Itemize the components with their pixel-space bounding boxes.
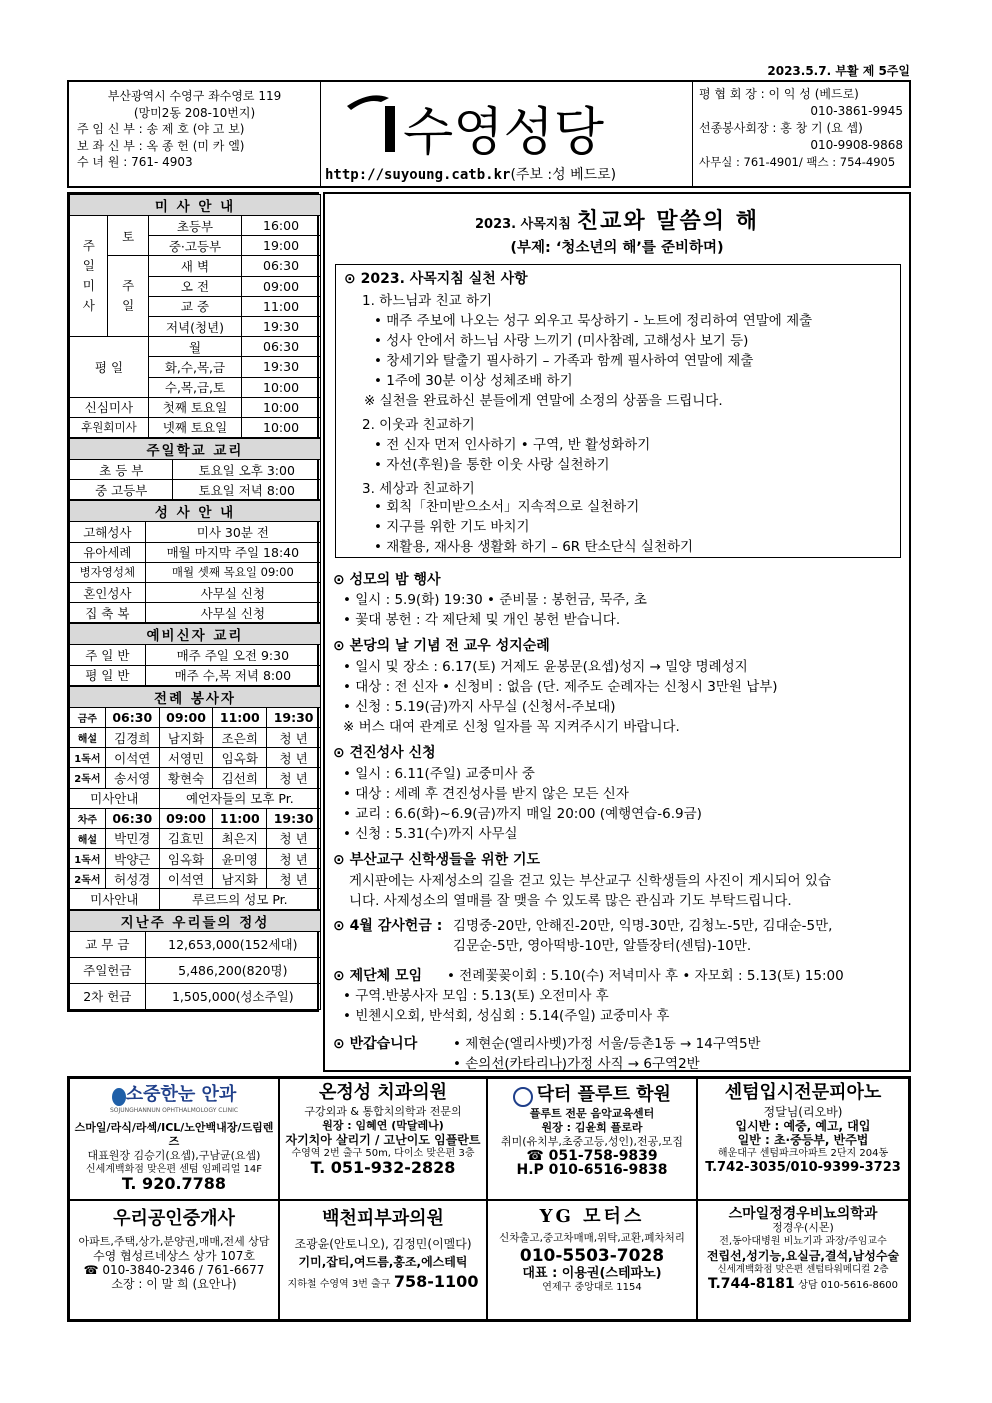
- council-president: 평 협 회 장 : 이 익 성 (베드로): [699, 87, 859, 101]
- ad-line: 수영 협성르네상스 상가 107호: [93, 1249, 255, 1263]
- saturday-label: 토: [108, 216, 148, 256]
- ad-line: 소장 : 이 말 희 (요안나): [111, 1277, 237, 1291]
- ad-real-estate[interactable]: [69, 1200, 279, 1320]
- offering-table: [69, 910, 321, 1010]
- ad-line: 연제구 중앙대로 1154: [542, 1282, 642, 1293]
- class-name: 초 등 부: [70, 460, 173, 480]
- logo-area: [321, 82, 693, 186]
- mass-time: 19:00: [242, 236, 321, 256]
- eye-logo-icon: [112, 1088, 126, 1106]
- ad-phone: 010-5503-7028: [519, 1246, 665, 1266]
- sacrament-name: 유아세례: [70, 542, 146, 562]
- main-title: [325, 204, 909, 235]
- class-time: 매주 주일 오전 9:30: [145, 645, 320, 665]
- bullet: • 자선(후원)을 통한 이웃 사랑 실천하기: [374, 457, 610, 473]
- server-name: 청 년: [267, 828, 321, 848]
- notice-line: • 전례꽃꽂이회 : 5.10(수) 저녁미사 후 • 자모회 : 5.13(토) 15:00: [447, 968, 844, 984]
- left-column: [67, 192, 319, 1012]
- sacrament-title: 성 사 안 내: [70, 501, 321, 522]
- server-time: 11:00: [213, 707, 267, 727]
- server-name: 김선희: [213, 768, 267, 788]
- ad-line: 정달님(리오바): [763, 1105, 843, 1119]
- offering-title: 지난주 우리들의 정성: [70, 910, 321, 931]
- ad-line: 지하철 수영역 3번 출구: [287, 1279, 391, 1290]
- servers-title: 전례 봉사자: [70, 686, 321, 707]
- mass-time: 10:00: [242, 377, 321, 397]
- notice-heading: ⊙ 제단체 모임: [333, 968, 423, 984]
- role: 1독서: [70, 748, 106, 768]
- office-contact: 사무실 : 761-4901/ 팩스 : 754-4905: [699, 155, 896, 169]
- notice-line: • 일시 및 장소 : 6.17(토) 거제도 윤봉문(요셉)성지 → 밀양 명례성지: [343, 659, 748, 675]
- server-name: 이석연: [105, 748, 159, 768]
- notice-line: • 교리 : 6.6(화)~6.9(금)까지 매일 20:00 (예행연습-6.9금): [343, 806, 702, 822]
- ad-title: 소중한눈 안과: [125, 1084, 237, 1105]
- server-name: 김효민: [159, 828, 213, 848]
- notice-line: • 손의선(카타리나)가정 사직 → 6구역2반: [453, 1056, 700, 1072]
- sunday-label: 주 일: [108, 256, 148, 337]
- server-time: 06:30: [105, 707, 159, 727]
- server-name: 서영민: [159, 748, 213, 768]
- bullet: • 성사 안에서 하느님 사랑 느끼기 (미사참례, 고해성사 보기 등): [374, 333, 749, 349]
- ad-line: 전,동아대병원 비뇨기과 과장/주임교수: [719, 1236, 887, 1247]
- bullet: • 창세기와 탈출기 필사하기 – 가족과 함께 필사하여 연말에 제출: [374, 353, 754, 369]
- server-name: 박양근: [105, 849, 159, 869]
- server-name: 조은희: [213, 727, 267, 747]
- ad-line: 조광윤(안토니오), 김정민(이멜다): [294, 1237, 472, 1251]
- mass-name: 새 벽: [148, 256, 241, 276]
- ad-flute-academy[interactable]: [487, 1078, 697, 1200]
- mass-time: 16:00: [242, 216, 321, 236]
- ad-urology[interactable]: [697, 1200, 909, 1320]
- server-name: 임옥화: [159, 849, 213, 869]
- mass-name: 저녁(청년): [148, 316, 241, 336]
- special-mass-day: 넷째 토요일: [148, 417, 241, 437]
- ad-dental-clinic[interactable]: [279, 1078, 487, 1200]
- catechumen-table: [69, 623, 321, 685]
- mass-name: 월: [148, 337, 241, 357]
- sacrament-name: 병자영성체: [70, 562, 146, 582]
- mass-name: 오 전: [148, 276, 241, 296]
- logo-text: 수영성당: [403, 103, 604, 163]
- ad-phone: 상담 010-5616-8600: [798, 1280, 898, 1291]
- mass-schedule-table: [69, 194, 321, 438]
- service-phone: 010-9908-9868: [810, 138, 903, 152]
- special-mass-time: 10:00: [242, 417, 321, 437]
- mass-time: 19:30: [242, 316, 321, 336]
- ad-phone: T.744-8181: [708, 1276, 795, 1292]
- ad-dermatology[interactable]: [279, 1200, 487, 1320]
- role: 해설: [70, 727, 106, 747]
- homepage-url[interactable]: http://suyoung.catb.kr(주보 :성 베드로): [325, 167, 617, 183]
- server-name: 김경희: [105, 727, 159, 747]
- mass-name: 화,수,목,금: [148, 357, 241, 377]
- ad-line: 정경우(시몬): [772, 1221, 834, 1234]
- notice-line: • 대상 : 세례 후 견진성사를 받지 않은 모든 신자: [343, 786, 629, 802]
- catechumen-title: 예비신자 교리: [70, 624, 321, 645]
- server-time: 09:00: [159, 808, 213, 828]
- mass-time: 06:30: [242, 256, 321, 276]
- main-content: [323, 192, 911, 1072]
- server-name: 최은지: [213, 828, 267, 848]
- notice-heading: ⊙ 성모의 밤 행사: [333, 572, 441, 588]
- server-name: 남지화: [213, 869, 267, 889]
- ad-line: 스마일/라식/라섹/ICL/노안백내장/드림렌즈: [74, 1121, 274, 1148]
- server-time: 19:30: [267, 707, 321, 727]
- server-name: 청 년: [267, 727, 321, 747]
- ad-line: 대표 : 이용권(스테파노): [522, 1266, 662, 1281]
- notice-line: ※ 버스 대여 관계로 신청 일자를 꼭 지켜주시기 바랍니다.: [343, 719, 680, 735]
- server-name: 남지화: [159, 727, 213, 747]
- notice-line: • 꽃대 봉헌 : 각 제단체 및 개인 봉헌 받습니다.: [343, 612, 621, 628]
- sacrament-info: 사무실 신청: [145, 583, 320, 603]
- subtitle: (부제: ‘청소년의 해’를 준비하며): [510, 240, 724, 256]
- box-heading: ⊙ 2023. 사목지침 실천 사항: [344, 271, 528, 287]
- ad-phone: ☎ 051-758-9839: [526, 1148, 658, 1164]
- ad-line: 일반 : 초·중등부, 반주법: [737, 1133, 869, 1147]
- server-name: 청 년: [267, 748, 321, 768]
- ad-yg-motors[interactable]: [487, 1200, 697, 1320]
- ad-line: 구강외과 & 통합치의학과 전문의: [304, 1105, 462, 1118]
- issue-date: 2023.5.7. 부활 제 5주일: [767, 64, 910, 78]
- sacrament-info: 미사 30분 전: [145, 522, 320, 542]
- section-title: 1. 하느님과 친교 하기: [362, 293, 493, 309]
- mass-intent: 예언자들의 모후 Pr.: [159, 788, 320, 808]
- ad-line: 원장 : 김윤희 플로라: [541, 1121, 643, 1134]
- ad-line: 자기치아 살리기 / 고난이도 임플란트: [285, 1133, 481, 1147]
- server-name: 황현숙: [159, 768, 213, 788]
- offering-type: 2차 헌금: [70, 983, 146, 1009]
- role: 2독서: [70, 768, 106, 788]
- address-detail: (망미2동 208-10번지): [133, 105, 256, 120]
- ad-line: 신차출고,중고차매매,위탁,교환,폐차처리: [499, 1232, 685, 1244]
- council-phone: 010-3861-9945: [810, 104, 903, 118]
- intent-label: 미사안내: [70, 788, 160, 808]
- ad-title: 온정성 치과의원: [319, 1082, 447, 1103]
- pastoral-guide-box: [335, 264, 901, 558]
- week-label: 차주: [70, 808, 106, 828]
- class-name: 주 일 반: [70, 645, 146, 665]
- special-mass-day: 첫째 토요일: [148, 397, 241, 417]
- mass-time: 11:00: [242, 296, 321, 316]
- ad-line: 취미(유치부,초중고등,성인),전공,모집: [501, 1135, 683, 1148]
- section-title: 3. 세상과 친교하기: [362, 481, 475, 497]
- title-text: 친교와 말씀의 해: [576, 209, 759, 234]
- mass-time: 19:30: [242, 357, 321, 377]
- sacrament-info: 매월 셋째 목요일 09:00: [145, 562, 320, 582]
- offering-amount: 5,486,200(820명): [145, 957, 320, 983]
- week-label: 금주: [70, 707, 106, 727]
- ad-line: 기미,잡티,여드름,홍조,에스테틱: [298, 1255, 468, 1269]
- notice-line: 김명중-20만, 안해진-20만, 익명-30만, 김청노-5만, 김대순-5만,: [453, 918, 833, 934]
- sacrament-info: 매월 마지막 주일 18:40: [145, 542, 320, 562]
- mass-time: 09:00: [242, 276, 321, 296]
- server-name: 허성경: [105, 869, 159, 889]
- bullet: • 전 신자 먼저 인사하기 • 구역, 반 활성화하기: [374, 437, 651, 453]
- sacrament-name: 집 축 복: [70, 603, 146, 623]
- notice-line: • 제현순(엘리사벳)가정 서울/등촌1동 → 14구역5반: [453, 1036, 761, 1052]
- server-name: 이석연: [159, 869, 213, 889]
- notice-line: • 신청 : 5.31(수)까지 사무실: [343, 826, 518, 842]
- notice-line: • 일시 : 6.11(주일) 교중미사 중: [343, 766, 535, 782]
- servers-table: [69, 686, 321, 910]
- ad-subtitle: SOJUNGHANNUN OPHTHALMOLOGY CLINIC: [109, 1107, 239, 1114]
- class-name: 중 고등부: [70, 480, 173, 500]
- parish-logo: [341, 84, 671, 164]
- ad-title: 우리공인중개사: [113, 1208, 235, 1229]
- ad-title: 스마일정경우비뇨의학과: [728, 1206, 878, 1222]
- server-name: 박민경: [105, 828, 159, 848]
- ad-line: 대표원장 김승기(요셉),구남균(요셉): [87, 1149, 261, 1162]
- bullet: • 1주에 30분 이상 성체조배 하기: [374, 373, 573, 389]
- parish-info: [69, 82, 321, 186]
- convent: 수 녀 원 : 761- 4903: [77, 155, 193, 169]
- notice-heading: ⊙ 반갑습니다: [333, 1036, 418, 1052]
- offering-type: 교 무 금: [70, 931, 146, 957]
- sacrament-info: 사무실 신청: [145, 603, 320, 623]
- ad-phone: H.P 010-6516-9838: [516, 1162, 668, 1178]
- bullet: • 재활용, 재사용 생활화 하기 – 6R 탄소단식 실천하기: [374, 539, 694, 555]
- ad-line: 해운대구 센텀파크아파트 2단지 204동: [717, 1148, 889, 1159]
- server-name: 송서영: [105, 768, 159, 788]
- mass-name: 초등부: [148, 216, 241, 236]
- notice-heading: ⊙ 4월 감사헌금 :: [333, 918, 443, 934]
- server-time: 09:00: [159, 707, 213, 727]
- server-name: 임옥화: [213, 748, 267, 768]
- notice-line: • 일시 : 5.9(화) 19:30 • 준비물 : 봉헌금, 묵주, 초: [343, 592, 647, 608]
- server-time: 06:30: [105, 808, 159, 828]
- class-name: 평 일 반: [70, 665, 146, 685]
- notice-line: 게시판에는 사제성소의 길을 걷고 있는 부산교구 신학생들의 사진이 게시되어 있습: [349, 873, 832, 889]
- ad-phone: T. 051-932-2828: [310, 1158, 456, 1177]
- mass-intent: 루르드의 성모 Pr.: [159, 889, 320, 909]
- server-name: 청 년: [267, 849, 321, 869]
- role: 2독서: [70, 869, 106, 889]
- sacrament-name: 혼인성사: [70, 583, 146, 603]
- class-time: 매주 수,목 저녁 8:00: [145, 665, 320, 685]
- ad-line: 신세계백화점 맞은편 센텀 임페리얼 14F: [85, 1164, 263, 1175]
- sunday-mass-label: 주 일 미 사: [70, 216, 108, 337]
- sunday-school-title: 주일학교 교리: [70, 439, 321, 460]
- sacrament-table: [69, 500, 321, 623]
- notice-line: • 대상 : 전 신자 • 신청비 : 없음 (단. 제주도 순례자는 신청시 3만원 납부): [343, 679, 778, 695]
- notice-line: • 구역.반봉사자 모임 : 5.13(토) 오전미사 후: [343, 988, 609, 1004]
- ad-title: 닥터 플루트 학원: [536, 1084, 671, 1105]
- ad-title: 백천피부과의원: [322, 1208, 444, 1229]
- ads-section: [67, 1076, 911, 1322]
- service-president: 선종봉사회장 : 홍 창 기 (요 셉): [699, 121, 863, 135]
- title-prefix: 2023. 사목지침: [475, 217, 571, 232]
- bullet: • 매주 주보에 나오는 성구 외우고 묵상하기 - 노트에 정리하여 연말에 제출: [374, 313, 813, 329]
- class-time: 토요일 저녁 8:00: [173, 480, 321, 500]
- sunday-school-table: [69, 438, 321, 500]
- server-name: 윤미영: [213, 849, 267, 869]
- offering-amount: 12,653,000(152세대): [145, 931, 320, 957]
- ad-phone: T.742-3035/010-9399-3723: [705, 1160, 901, 1175]
- ad-line: 아파트,주택,상가,분양권,매매,전세 상담: [78, 1235, 270, 1248]
- bullet: • 지구를 위한 기도 바치기: [374, 519, 530, 535]
- mass-name: 교 중: [148, 296, 241, 316]
- note: ※ 실천을 완료하신 분들에게 연말에 소정의 상품을 드립니다.: [364, 393, 723, 409]
- role: 해설: [70, 828, 106, 848]
- ad-line: 수영역 2번 출구 50m, 다이소 맞은편 3층: [291, 1148, 475, 1159]
- mass-name: 중·고등부: [148, 236, 241, 256]
- assistant-pastor: 보 좌 신 부 : 옥 종 헌 (미 카 엘): [77, 138, 245, 153]
- ad-line: ☎ 010-3840-2346 / 761-6677: [83, 1263, 265, 1277]
- ad-line: 전립선,성기능,요실금,결석,남성수술: [706, 1249, 900, 1263]
- notice-heading: ⊙ 본당의 날 기념 전 교우 성지순례: [333, 638, 550, 654]
- mass-time: 06:30: [242, 337, 321, 357]
- server-time: 11:00: [213, 808, 267, 828]
- ad-piano-academy[interactable]: [697, 1078, 909, 1200]
- role: 1독서: [70, 849, 106, 869]
- ad-eye-clinic[interactable]: [69, 1078, 279, 1200]
- notice-line: 니다. 사제성소의 열매를 잘 맺을 수 있도록 많은 관심과 기도 부탁드립니다.: [349, 893, 792, 909]
- special-mass-name: 신심미사: [70, 397, 149, 417]
- academy-emblem-icon: [513, 1087, 533, 1107]
- server-time: 19:30: [267, 808, 321, 828]
- offering-amount: 1,505,000(성소주일): [145, 983, 320, 1009]
- server-name: 청 년: [267, 768, 321, 788]
- ad-phone: T. 920.7788: [121, 1174, 227, 1193]
- notice-line: • 빈첸시오회, 반석회, 성심회 : 5.14(주일) 교중미사 후: [343, 1008, 670, 1024]
- mass-name: 수,목,금,토: [148, 377, 241, 397]
- server-name: 청 년: [267, 869, 321, 889]
- notice-line: • 신청 : 5.19(금)까지 사무실 (신청서-주보대): [343, 699, 616, 715]
- ad-title: YG 모터스: [539, 1206, 645, 1227]
- ad-line: 원장 : 임혜연 (막달레나): [322, 1119, 444, 1132]
- bullet: • 회칙「찬미받으소서」지속적으로 실천하기: [374, 499, 640, 515]
- section-title: 2. 이웃과 친교하기: [362, 417, 475, 433]
- weekday-label: 평 일: [70, 337, 149, 398]
- special-mass-name: 후원회미사: [70, 417, 149, 437]
- pastor: 주 임 신 부 : 송 제 호 (야 고 보): [77, 122, 245, 136]
- masthead: [67, 80, 911, 188]
- notice-heading: ⊙ 견진성사 신청: [333, 745, 436, 761]
- mass-title: 미 사 안 내: [70, 195, 321, 216]
- offering-type: 주일헌금: [70, 957, 146, 983]
- contacts: [693, 82, 909, 186]
- intent-label: 미사안내: [70, 889, 160, 909]
- ad-line: 입시반 : 예중, 예고, 대입: [735, 1119, 871, 1133]
- notice-line: 김문순-5만, 영아떡방-10만, 알뜰장터(센텀)-10만.: [453, 938, 752, 954]
- class-time: 토요일 오후 3:00: [173, 460, 321, 480]
- ad-line: 플루트 전문 음악교육센터: [529, 1107, 655, 1120]
- address: 부산광역시 수영구 좌수영로 119: [107, 89, 282, 103]
- sacrament-name: 고해성사: [70, 522, 146, 542]
- ad-phone: 758-1100: [393, 1272, 479, 1291]
- notice-heading: ⊙ 부산교구 신학생들을 위한 기도: [333, 852, 541, 868]
- special-mass-time: 10:00: [242, 397, 321, 417]
- ad-title: 센텀입시전문피아노: [724, 1082, 882, 1103]
- ad-line: 신세계백화점 맞은편 센텀타워메디컬 2층: [717, 1264, 889, 1275]
